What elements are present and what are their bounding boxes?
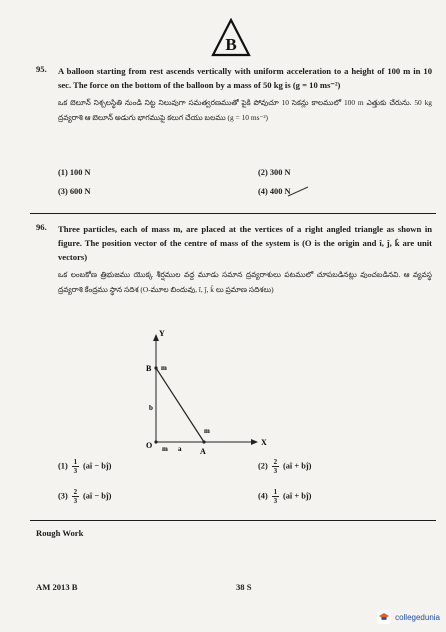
q95-options (58, 168, 388, 198)
paper-code: AM 2013 B (36, 582, 78, 592)
brand-name: collegedunia (395, 612, 440, 622)
side-a-label: a (178, 445, 182, 453)
fraction: $\frac{2}{3}$ (73, 488, 78, 505)
option-number: (3) (58, 491, 68, 501)
mass-o-label: m (162, 445, 168, 453)
right-triangle-figure (120, 330, 280, 455)
vertex-b-label: B (146, 364, 152, 373)
option-expression: (aî − bĵ) (82, 491, 112, 501)
option-4[interactable]: (4) 400 N (258, 187, 291, 196)
option-2[interactable]: (2) 300 N (258, 168, 291, 177)
option-4[interactable] (258, 488, 311, 505)
question-text-telugu: ఒక బెలూన్ నిశ్చలస్థితి నుండి నిట్ట నిలువుగా సమత్వరణముతో పైకి పోవుచూ 10 సెకన్లు కాలములో 100 m ఎత్తుకు చేరును. 50 kg ద్రవ్యరాశి ఆ బెలూన్ అడుగు భాగముపై కలుగ చేయు బలము (g = 10 ms⁻²) (58, 98, 432, 122)
rough-work-label: Rough Work (36, 528, 84, 538)
fraction: $\frac{2}{3}$ (273, 458, 278, 475)
question-number: 96. (36, 222, 47, 232)
origin-o-label: O (146, 441, 153, 450)
option-1[interactable] (58, 458, 111, 475)
graduation-cap-icon (377, 610, 391, 624)
fraction: $\frac{1}{3}$ (273, 488, 278, 505)
separator-line (30, 520, 436, 521)
axis-x-label: X (261, 438, 267, 447)
option-2[interactable] (258, 458, 311, 475)
option-expression: (aî + bĵ) (282, 461, 312, 471)
separator-line (30, 213, 436, 214)
series-b-triangle-logo (211, 18, 251, 58)
question-text-telugu: ఒక లంబకోణ త్రిభుజము యొక్క శీర్షముల వద్ద మూడు సమాన ద్రవ్యరాశులు పటములో చూపబడినట్లు వుంచబడినవి. ఆ వ్యవస్థ ద్రవ్యరాశి కేంద్రము స్థాన సదిశ (O-మూల బిందువు, î, ĵ, k̂ లు ప్రమాణ సదిశలు) (58, 270, 432, 294)
vertex-a-label: A (200, 447, 206, 455)
page-number: 38 S (236, 582, 252, 592)
fraction: $\frac{1}{3}$ (73, 458, 78, 475)
question-text: A balloon starting from rest ascends vertically with uniform acceleration to a height of 100 m in 10 sec. The force on the bottom of the balloon by a mass of 50 kg is (g = 10 ms⁻²) (58, 66, 432, 90)
option-3[interactable]: (3) 600 N (58, 187, 91, 196)
option-expression: (aî − bĵ) (82, 461, 112, 471)
option-1[interactable]: (1) 100 N (58, 168, 91, 177)
option-number: (4) (258, 491, 268, 501)
question-95 (36, 64, 432, 125)
option-number: (2) (258, 461, 268, 471)
series-letter: B (225, 35, 237, 54)
side-b-label: b (149, 404, 153, 412)
option-3[interactable] (58, 488, 111, 505)
axis-y-label: Y (159, 330, 165, 338)
question-96 (36, 222, 432, 297)
question-text: Three particles, each of mass m, are placed at the vertices of a right angled triangle as shown in figure. The position vector of the centre of mass of the system is (O is the origin and î, ĵ, k̂ are unit vectors) (58, 224, 432, 262)
pen-strike-mark (286, 184, 310, 198)
q96-options (58, 458, 388, 512)
option-number: (1) (58, 461, 68, 471)
option-expression: (aî + bĵ) (282, 491, 312, 501)
question-number: 95. (36, 64, 47, 74)
mass-b-label: m (161, 364, 167, 372)
brand-watermark[interactable] (377, 610, 440, 624)
mass-a-label: m (204, 427, 210, 435)
